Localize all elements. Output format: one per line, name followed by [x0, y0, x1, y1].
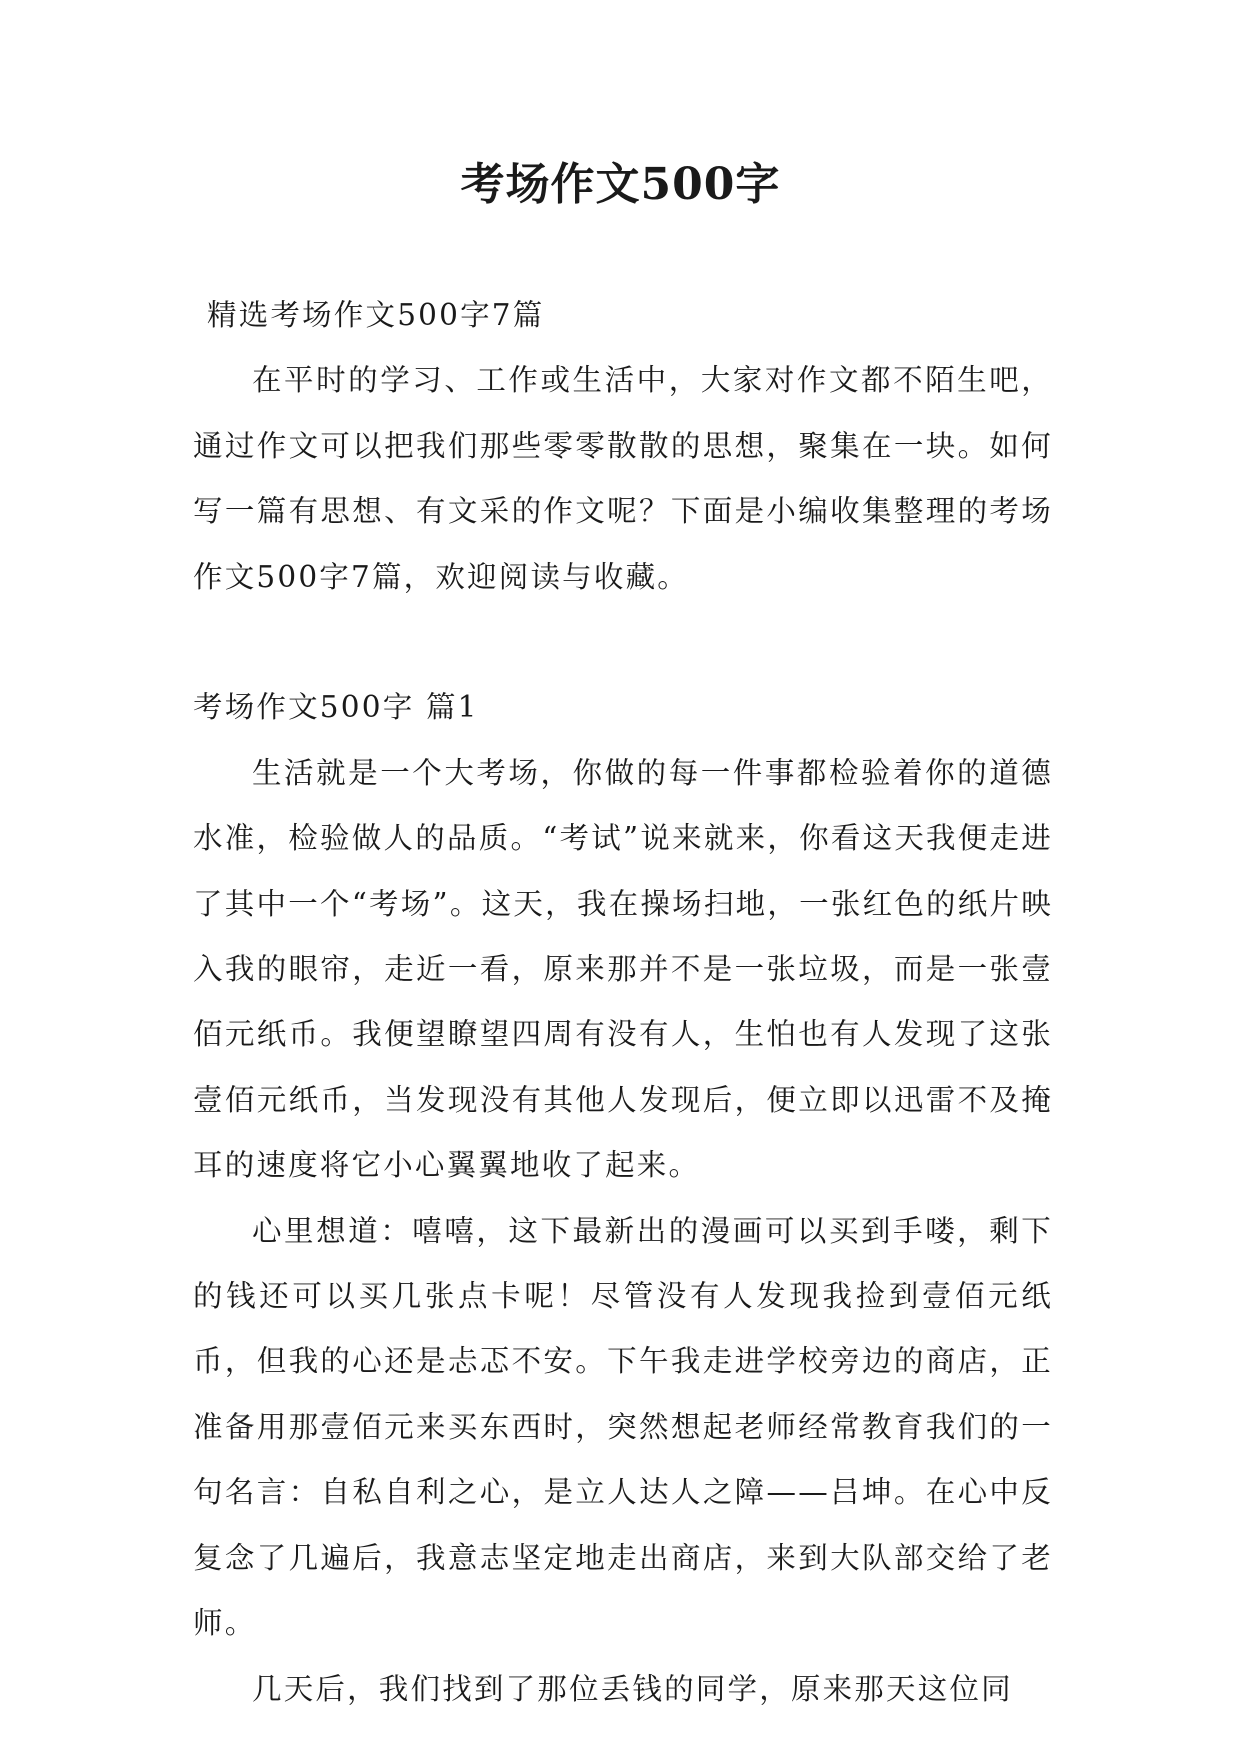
body-paragraph: 心里想道：嘻嘻，这下最新出的漫画可以买到手喽，剩下的钱还可以买几张点卡呢！尽管没有人发现我捡到壹佰元纸币，但我的心还是忐忑不安。下午我走进学校旁边的商店，正准备用那壹佰元来买东西时，突然想起老师经常教育我们的一句名言：自私自利之心，是立人达人之障——吕坤。在心中反复念了几遍后，我意志坚定地走出商店，来到大队部交给了老师。 — [193, 1213, 1053, 1641]
document-subtitle: 精选考场作文500字7篇 — [207, 298, 545, 332]
body-paragraph: 生活就是一个大考场，你做的每一件事都检验着你的道德水准，检验做人的品质。“考试”说来就来，你看这天我便走进了其中一个“考场”。这天，我在操场扫地，一张红色的纸片映入我的眼帘，走近一看，原来那并不是一张垃圾，而是一张壹佰元纸币。我便望瞭望四周有没有人，生怕也有人发现了这张壹佰元纸币，当发现没有其他人发现后，便立即以迅雷不及掩耳的速度将它小心翼翼地收了起来。 — [193, 755, 1053, 1183]
document-title: 考场作文500字 — [460, 159, 781, 210]
section-heading: 考场作文500字 篇1 — [193, 690, 479, 725]
body-paragraph: 几天后，我们找到了那位丢钱的同学，原来那天这位同 — [252, 1671, 1013, 1706]
document-body — [193, 283, 1053, 1722]
intro-paragraph: 在平时的学习、工作或生活中，大家对作文都不陌生吧，通过作文可以把我们那些零零散散的思想，聚集在一块。如何写一篇有思想、有文采的作文呢？下面是小编收集整理的考场作文500字7篇，欢迎阅读与收藏。 — [193, 363, 1053, 594]
section-spacer — [193, 610, 1053, 675]
